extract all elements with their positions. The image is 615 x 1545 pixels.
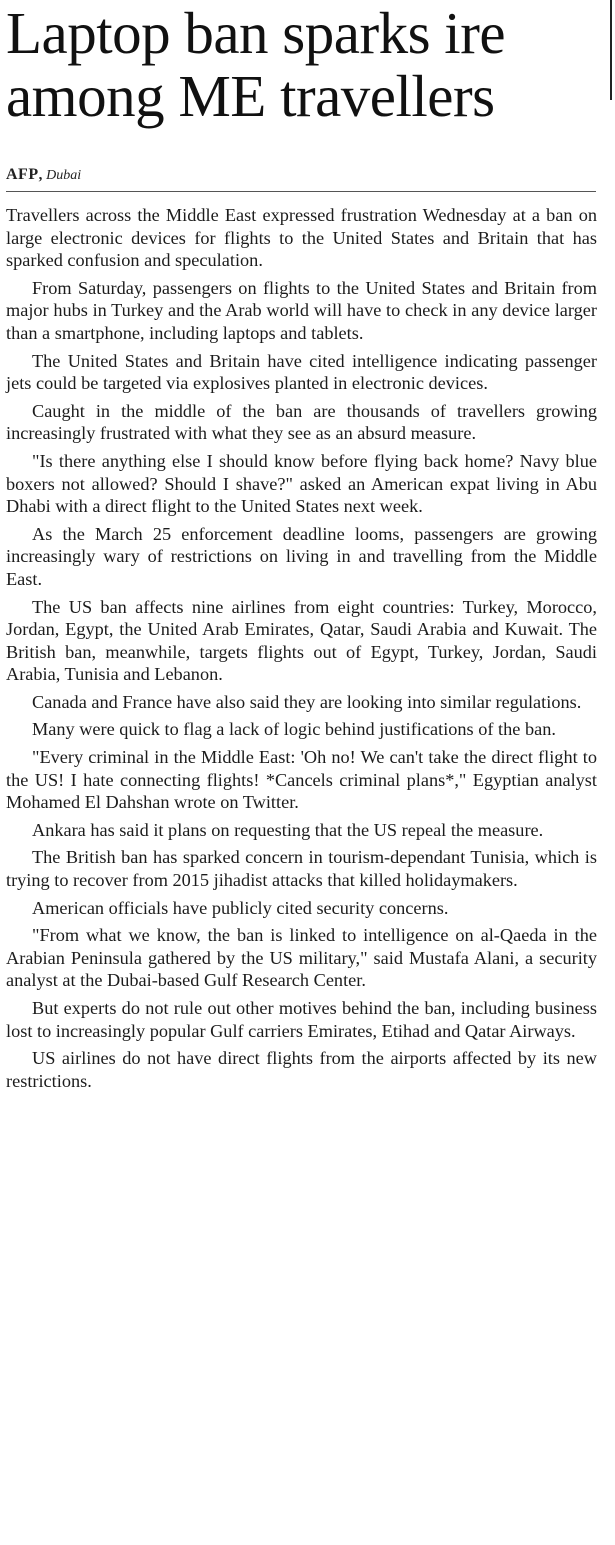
- paragraph: The US ban affects nine airlines from eight countries: Turkey, Morocco, Jordan, Egypt, the United Arab Emirates, Qatar, Saudi Arabia and Kuwait. The British ban, meanwhile, targets flights out of Egypt, Turkey, Jordan, Saudi Arabia, Tunisia and Lebanon.: [6, 596, 597, 685]
- paragraph: From Saturday, passengers on flights to the United States and Britain from major hubs in Turkey and the Arab world will have to check in any device larger than a smartphone, including laptops and tablets.: [6, 277, 597, 343]
- byline: [6, 166, 81, 185]
- paragraph: American officials have publicly cited security concerns.: [32, 897, 449, 918]
- headline: Laptop ban sparks ire among ME travellers: [6, 0, 506, 129]
- article-body: [6, 204, 597, 1097]
- column-rule: [610, 0, 612, 100]
- byline-divider: [6, 191, 596, 192]
- paragraph: Canada and France have also said they are looking into similar regulations.: [32, 691, 582, 712]
- byline-separator: ,: [38, 167, 47, 183]
- paragraph: As the March 25 enforcement deadline looms, passengers are growing increasingly wary of restrictions on living in and travelling from the Middle East.: [6, 523, 597, 589]
- paragraph: The United States and Britain have cited intelligence indicating passenger jets could be targeted via explosives planted in electronic devices.: [6, 350, 597, 394]
- paragraph: Travellers across the Middle East expressed frustration Wednesday at a ban on large electronic devices for flights to the United States and Britain that has sparked confusion and speculation.: [6, 205, 597, 271]
- paragraph: US airlines do not have direct flights from the airports affected by its new restrictions.: [6, 1048, 597, 1091]
- paragraph: "From what we know, the ban is linked to intelligence on al-Qaeda in the Arabian Peninsula gathered by the US military," said Mustafa Alani, a security analyst at the Dubai-based Gulf Research Center.: [6, 925, 597, 991]
- byline-location: Dubai: [46, 168, 82, 183]
- paragraph: "Every criminal in the Middle East: 'Oh no! We can't take the direct flight to the US! I hate connecting flights! *Cancels criminal plans*," Egyptian analyst Mohamed El Dahshan wrote on Twitter.: [6, 747, 597, 813]
- paragraph: "Is there anything else I should know before flying back home? Navy blue boxers not allowed? Should I shave?" asked an American expat living in Abu Dhabi with a direct flight to the United States next week.: [6, 450, 597, 517]
- paragraph: But experts do not rule out other motives behind the ban, including business lost to increasingly popular Gulf carriers Emirates, Etihad and Qatar Airways.: [6, 998, 597, 1041]
- paragraph: The British ban has sparked concern in tourism-dependant Tunisia, which is trying to recover from 2015 jihadist attacks that killed holidaymakers.: [6, 847, 597, 891]
- byline-agency: AFP: [6, 166, 39, 183]
- paragraph: Ankara has said it plans on requesting that the US repeal the measure.: [32, 819, 544, 840]
- paragraph: Caught in the middle of the ban are thousands of travellers growing increasingly frustrated with what they see as an absurd measure.: [6, 400, 597, 444]
- paragraph: Many were quick to flag a lack of logic behind justifications of the ban.: [32, 719, 556, 740]
